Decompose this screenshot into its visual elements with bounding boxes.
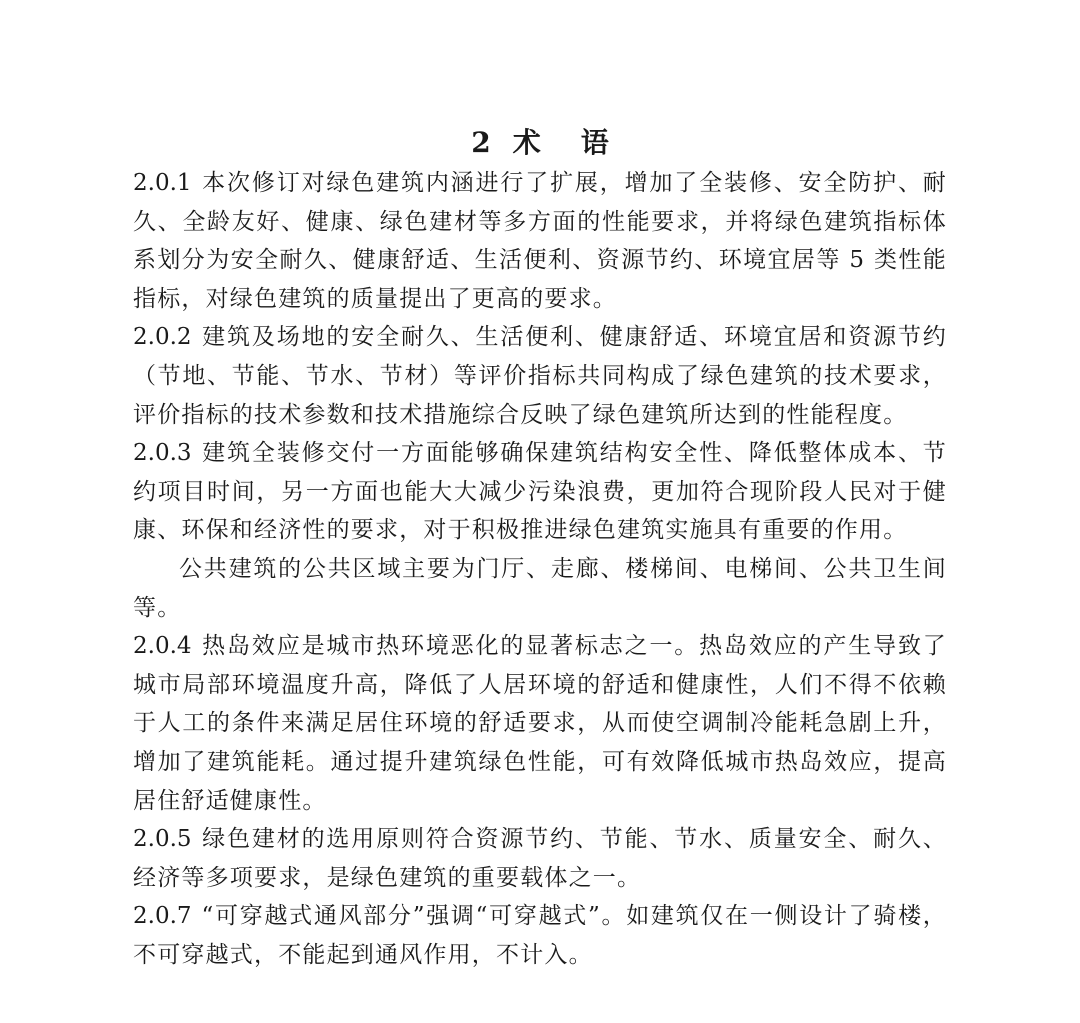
clause-text: 本次修订对绿色建筑内涵进行了扩展，增加了全装修、安全防护、耐久、全龄友好、健康、绿色建材等多方面的性能要求，并将绿色建筑指标体系划分为安全耐久、健康舒适、生活便利、资源节约、环境宜居等 5 类性能指标，对绿色建筑的质量提出了更高的要求。 bbox=[133, 170, 947, 312]
clause-text: 建筑及场地的安全耐久、生活便利、健康舒适、环境宜居和资源节约（节地、节能、节水、节材）等评价指标共同构成了绿色建筑的技术要求，评价指标的技术参数和技术措施综合反映了绿色建筑所达到的性能程度。 bbox=[133, 324, 947, 428]
clause-number: 2.0.2 bbox=[133, 324, 192, 351]
chapter-number: 2 bbox=[471, 126, 491, 159]
page-title bbox=[0, 123, 1080, 163]
document-body bbox=[133, 164, 947, 974]
clause-text: 建筑全装修交付一方面能够确保建筑结构安全性、降低整体成本、节约项目时间，另一方面也能大大减少污染浪费，更加符合现阶段人民对于健康、环保和经济性的要求，对于积极推进绿色建筑实施具有重要的作用。 bbox=[133, 440, 947, 544]
clause-text: 热岛效应是城市热环境恶化的显著标志之一。热岛效应的产生导致了城市局部环境温度升高，降低了人居环境的舒适和健康性，人们不得不依赖于人工的条件来满足居住环境的舒适要求，从而使空调制冷能耗急剧上升，增加了建筑能耗。通过提升建筑绿色性能，可有效降低城市热岛效应，提高居住舒适健康性。 bbox=[133, 633, 947, 814]
clause-2-0-4 bbox=[133, 627, 947, 820]
clause-number: 2.0.7 bbox=[133, 903, 192, 930]
clause-2-0-7 bbox=[133, 897, 947, 974]
clause-number: 2.0.5 bbox=[133, 826, 192, 853]
clause-2-0-2 bbox=[133, 318, 947, 434]
clause-text: 公共建筑的公共区域主要为门厅、走廊、楼梯间、电梯间、公共卫生间等。 bbox=[133, 555, 947, 621]
clause-number: 2.0.1 bbox=[133, 170, 192, 196]
clause-text: 绿色建材的选用原则符合资源节约、节能、节水、质量安全、耐久、经济等多项要求，是绿色建筑的重要载体之一。 bbox=[133, 826, 947, 891]
clause-number: 2.0.4 bbox=[133, 633, 192, 660]
clause-number: 2.0.3 bbox=[133, 440, 192, 467]
clause-2-0-3 bbox=[133, 434, 947, 550]
clause-2-0-3-continuation bbox=[133, 550, 947, 627]
clause-2-0-1 bbox=[133, 164, 947, 318]
clause-text: “可穿越式通风部分”强调“可穿越式”。如建筑仅在一侧设计了骑楼，不可穿越式，不能起到通风作用，不计入。 bbox=[133, 903, 947, 968]
clause-2-0-5 bbox=[133, 820, 947, 897]
chapter-title: 术语 bbox=[512, 126, 649, 159]
